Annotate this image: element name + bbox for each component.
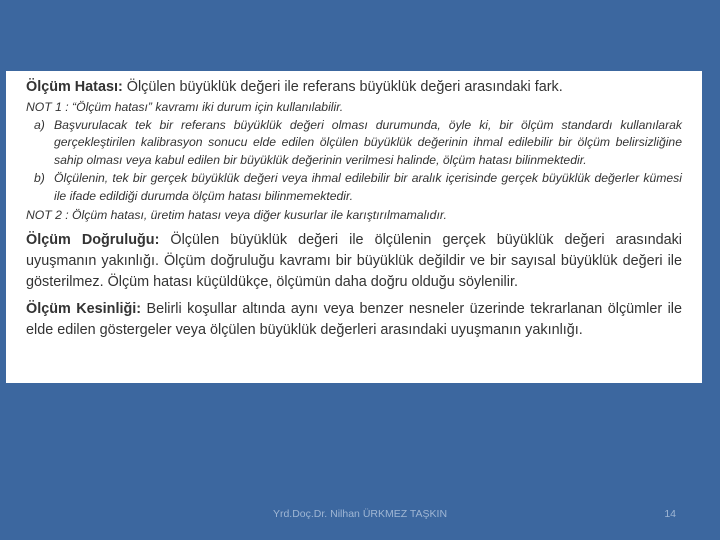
note-1 [26,99,682,117]
hata-paragraph [26,77,682,98]
kesinlik-definition: Belirli koşullar altında aynı veya benzer nesneler üzerinde tekrarlanan ölçümler ile elde edilen göstergeler veya ölçülen büyüklük değerleri arasındaki uyuşmanın yakınlığı. [26,301,683,339]
note-2-text: : Ölçüm hatası, üretim hatası veya diğer kusurlar ile karıştırılmamalıdır. [61,207,447,222]
kesinlik-paragraph [26,299,682,341]
dogruluk-term: Ölçüm Doğruluğu: [26,232,160,249]
list-item-b [26,170,682,205]
list-item-b-text: Ölçülenin, tek bir gerçek büyüklük değeri veya ihmal edilebilir bir aralık içerisinde gerçek büyüklük değerler kümesi ile ifade edildiği durumda ölçüm hatası bilinmemektedir. [54,171,682,203]
kesinlik-term: Ölçüm Kesinliği: [26,301,142,318]
hata-definition: Ölçülen büyüklük değeri ile referans büyüklük değeri arasındaki fark. [122,79,563,95]
page-number: 14 [664,508,676,520]
dogruluk-paragraph [26,230,682,293]
document-image [6,71,702,383]
note-1-text: : “Ölçüm hatası” kavramı iki durum için kullanılabilir. [61,100,344,114]
note-2-label: NOT 2 [26,207,62,222]
footer-author: Yrd.Doç.Dr. Nilhan ÜRKMEZ TAŞKIN [272,508,448,520]
hata-term: Ölçüm Hatası: [26,79,123,95]
list-item-a-text: Başvurulacak tek bir referans büyüklük değeri olması durumunda, öyle ki, bir ölçüm standardı kullanılarak gerçekleştirilen kalibrasyon sonucu elde edilen ölçülen büyüklük değerinin ihmal edilebilir bir ölçüm belirsizliğine sahip olması veya kabul edilen bir büyüklük değerinin verilmesi halinde, ölçüm hatası bilinmektedir. [54,117,682,167]
dogruluk-definition: Ölçülen büyüklük değeri ile ölçülenin gerçek büyüklük değeri arasındaki uyuşmanın yakınlığı. Ölçüm doğruluğu kavramı bir büyüklük değildir ve bir sayısal büyüklük değeri ile gösterilmez. Ölçüm hatası küçüldükçe, ölçümün daha doğru olduğu söylenilir. [26,232,682,291]
note-2 [26,207,682,225]
list-item-a-marker: a) [34,117,45,132]
list-item-a [26,117,682,170]
note-1-label: NOT 1 [26,100,62,114]
list-item-b-marker: b) [34,171,45,186]
